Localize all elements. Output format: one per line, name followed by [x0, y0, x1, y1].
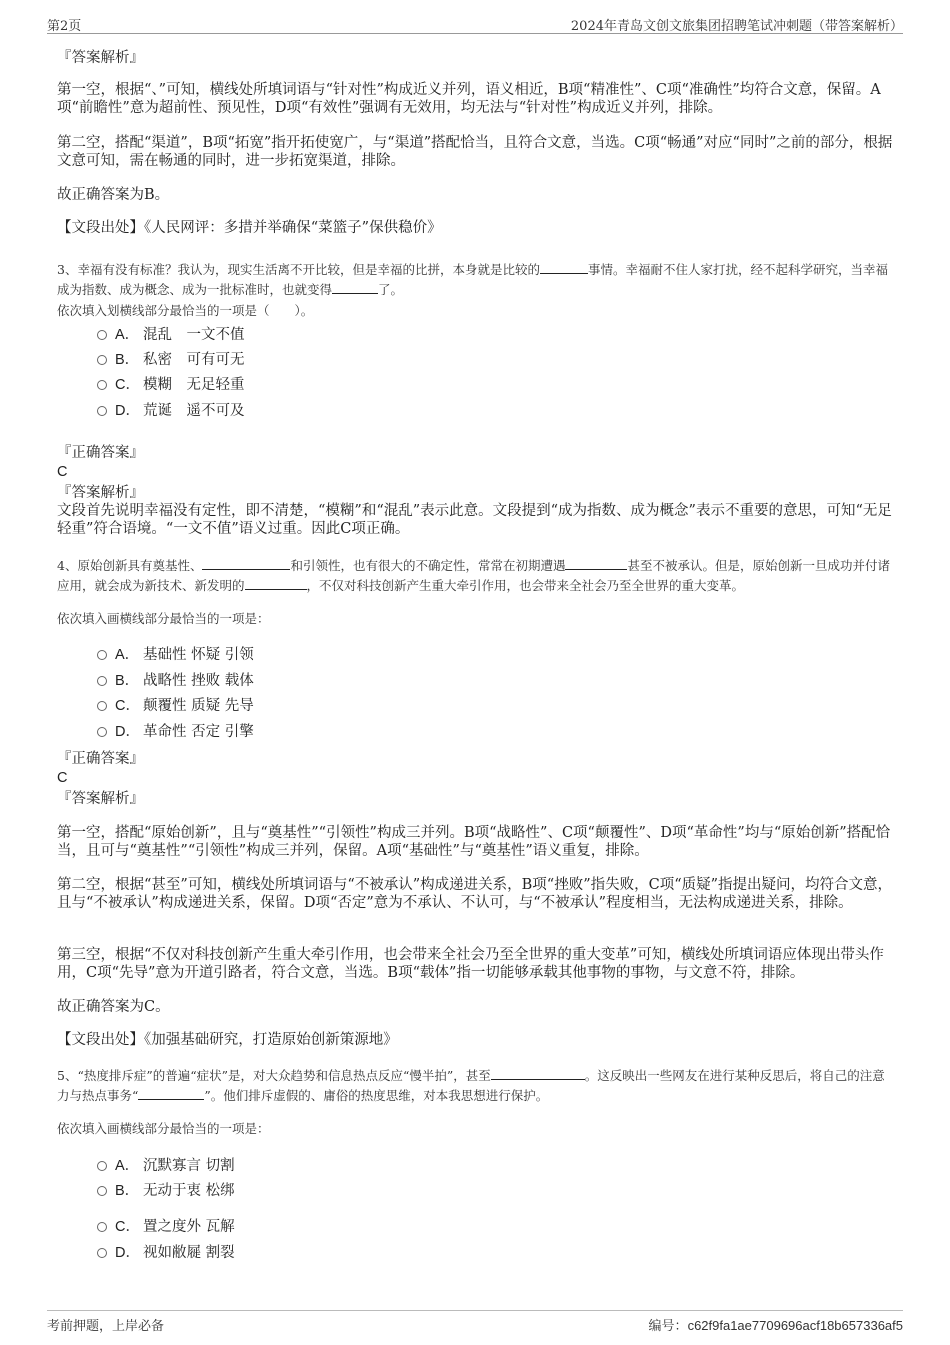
radio-icon[interactable]	[97, 1186, 107, 1196]
q2-analysis-p2: 第二空，搭配“渠道”，B项“拓宽”指开拓使宽广，与“渠道”搭配恰当，且符合文意，当选。C项“畅通”对应“同时”之前的部分，根据文意可知，需在畅通的同时，进一步拓宽渠道，排除。	[57, 135, 893, 169]
q2-conclusion: 故正确答案为B。	[57, 187, 170, 203]
code-label: 编号：	[648, 1319, 688, 1334]
q4-stem: 4、原始创新具有奠基性、 和引领性，也有很大的不确定性，常常在初期遭遇 甚至不被承认。但是，原始创新一旦成功并付诸应用，就会成为新技术、新发明的 ，不仅对科技创新产生重大牵引作用，也会带来全社会乃至全世界的重大变革。	[57, 558, 890, 593]
q4-analysis-p1: 第一空，搭配“原始创新”，且与“奠基性”“引领性”构成三并列。B项“战略性”、C项“颠覆性”、D项“革命性”均与“原始创新”搭配恰当，且可与“奠基性”“引领性”构成三并列，保留。A项“基础性”与“奠基性”语义重复，排除。	[57, 825, 891, 859]
q3-option-b[interactable]: B． 私密 可有可无	[97, 351, 245, 369]
q2-analysis-title: 『答案解析』	[57, 50, 144, 66]
q5-option-a[interactable]: A． 沉默寡言 切割	[97, 1157, 235, 1175]
q4-option-d[interactable]: D． 革命性 否定 引擎	[97, 723, 254, 741]
radio-icon[interactable]	[97, 1248, 107, 1258]
blank-1	[540, 261, 588, 274]
code-value: c62f9fa1ae7709696acf18b657336af5	[687, 1318, 903, 1333]
blank-1	[491, 1067, 585, 1080]
q4-analysis-p3: 第三空，根据“不仅对科技创新产生重大牵引作用，也会带来全社会乃至全世界的重大变革”可知，横线处所填词语应体现出带头作用，C项“先导”意为开道引路者，符合文意，当选。B项“载体”指一切能够承载其他事物的事物，与文意不符，排除。	[57, 947, 884, 981]
radio-icon[interactable]	[97, 727, 107, 737]
footer-slogan: 考前押题，上岸必备	[47, 1319, 165, 1334]
q3-answer-title: 『正确答案』	[57, 445, 144, 461]
q4-option-b[interactable]: B． 战略性 挫败 载体	[97, 672, 254, 690]
q3-answer: C	[57, 464, 68, 480]
q3-option-c[interactable]: C． 模糊 无足轻重	[97, 376, 245, 394]
page-header	[47, 13, 903, 34]
blank-2	[565, 557, 627, 570]
q3-stem-part1: 3、幸福有没有标准？我认为，现实生活离不开比较，但是幸福的比拼，本身就是比较的	[57, 262, 540, 277]
page-footer	[47, 1310, 903, 1334]
q4-option-c[interactable]: C． 颠覆性 质疑 先导	[97, 697, 254, 715]
document-title: 2024年青岛文创文旅集团招聘笔试冲刺题（带答案解析）	[570, 19, 903, 34]
q3-analysis-title: 『答案解析』	[57, 485, 144, 501]
q5-option-b[interactable]: B． 无动于衷 松绑	[97, 1182, 235, 1200]
q3-prompt: 依次填入划横线部分最恰当的一项是（ ）。	[57, 303, 314, 318]
blank-3	[245, 577, 307, 590]
q3-analysis: 文段首先说明幸福没有定性，即不清楚，“模糊”和“混乱”表示此意。文段提到“成为指数、成为概念”表示不重要的意思，可知“无足轻重”符合语境。“一文不值”语义过重。因此C项正确。	[57, 503, 892, 537]
q4-analysis-title: 『答案解析』	[57, 791, 144, 807]
blank-2	[138, 1087, 204, 1100]
q4-answer: C	[57, 770, 68, 786]
radio-icon[interactable]	[97, 650, 107, 660]
radio-icon[interactable]	[97, 355, 107, 365]
q4-option-a[interactable]: A． 基础性 怀疑 引领	[97, 646, 254, 664]
q3-option-d[interactable]: D． 荒诞 遥不可及	[97, 402, 245, 420]
radio-icon[interactable]	[97, 406, 107, 416]
page-number: 第2页	[47, 19, 82, 34]
q4-answer-title: 『正确答案』	[57, 751, 144, 767]
q3-stem-part3: 了。	[378, 282, 404, 297]
q4-analysis-p2: 第二空，根据“甚至”可知，横线处所填词语与“不被承认”构成递进关系，B项“挫败”指失败，C项“质疑”指提出疑问，均符合文意，且与“不被承认”构成递进关系，保留。D项“否定”意为不承认、不认可，与“不被承认”程度相当，无法构成递进关系，排除。	[57, 877, 893, 911]
radio-icon[interactable]	[97, 1222, 107, 1232]
q4-conclusion: 故正确答案为C。	[57, 999, 170, 1015]
q4-prompt: 依次填入画横线部分最恰当的一项是：	[57, 611, 270, 626]
radio-icon[interactable]	[97, 701, 107, 711]
blank-1	[202, 557, 290, 570]
document-code	[649, 1315, 903, 1334]
radio-icon[interactable]	[97, 330, 107, 340]
radio-icon[interactable]	[97, 676, 107, 686]
q5-option-c[interactable]: C． 置之度外 瓦解	[97, 1218, 235, 1236]
radio-icon[interactable]	[97, 1161, 107, 1171]
blank-2	[332, 281, 378, 294]
q2-source: 【文段出处】《人民网评：多措并举确保“菜篮子”保供稳价》	[57, 220, 442, 236]
q3-stem-part2: 事情。幸福耐不住人家打扰，经不起科学研究，当幸福成为指数、成为概念、成为一批标准时，也就变得	[57, 262, 888, 297]
q5-option-d[interactable]: D． 视如敝屣 割裂	[97, 1244, 235, 1262]
q3-option-a[interactable]: A． 混乱 一文不值	[97, 326, 245, 344]
q2-analysis-p1: 第一空，根据“、”可知，横线处所填词语与“针对性”构成近义并列，语义相近，B项“精准性”、C项“准确性”均符合文意，保留。A项“前瞻性”意为超前性、预见性，D项“有效性”强调有无效用，均无法与“针对性”构成近义并列，排除。	[57, 82, 881, 116]
q3-stem	[57, 260, 895, 300]
q4-source: 【文段出处】《加强基础研究，打造原始创新策源地》	[57, 1032, 398, 1048]
radio-icon[interactable]	[97, 380, 107, 390]
q5-stem: 5、“热度排斥症”的普遍“症状”是，对大众趋势和信息热点反应“慢半拍”，甚至 。这反映出一些网友在进行某种反思后，将自己的注意力与热点事务“ ”。他们排斥虚假的、庸俗的热度思维，对本我思想进行保护。	[57, 1068, 885, 1103]
q5-prompt: 依次填入画横线部分最恰当的一项是：	[57, 1121, 270, 1136]
